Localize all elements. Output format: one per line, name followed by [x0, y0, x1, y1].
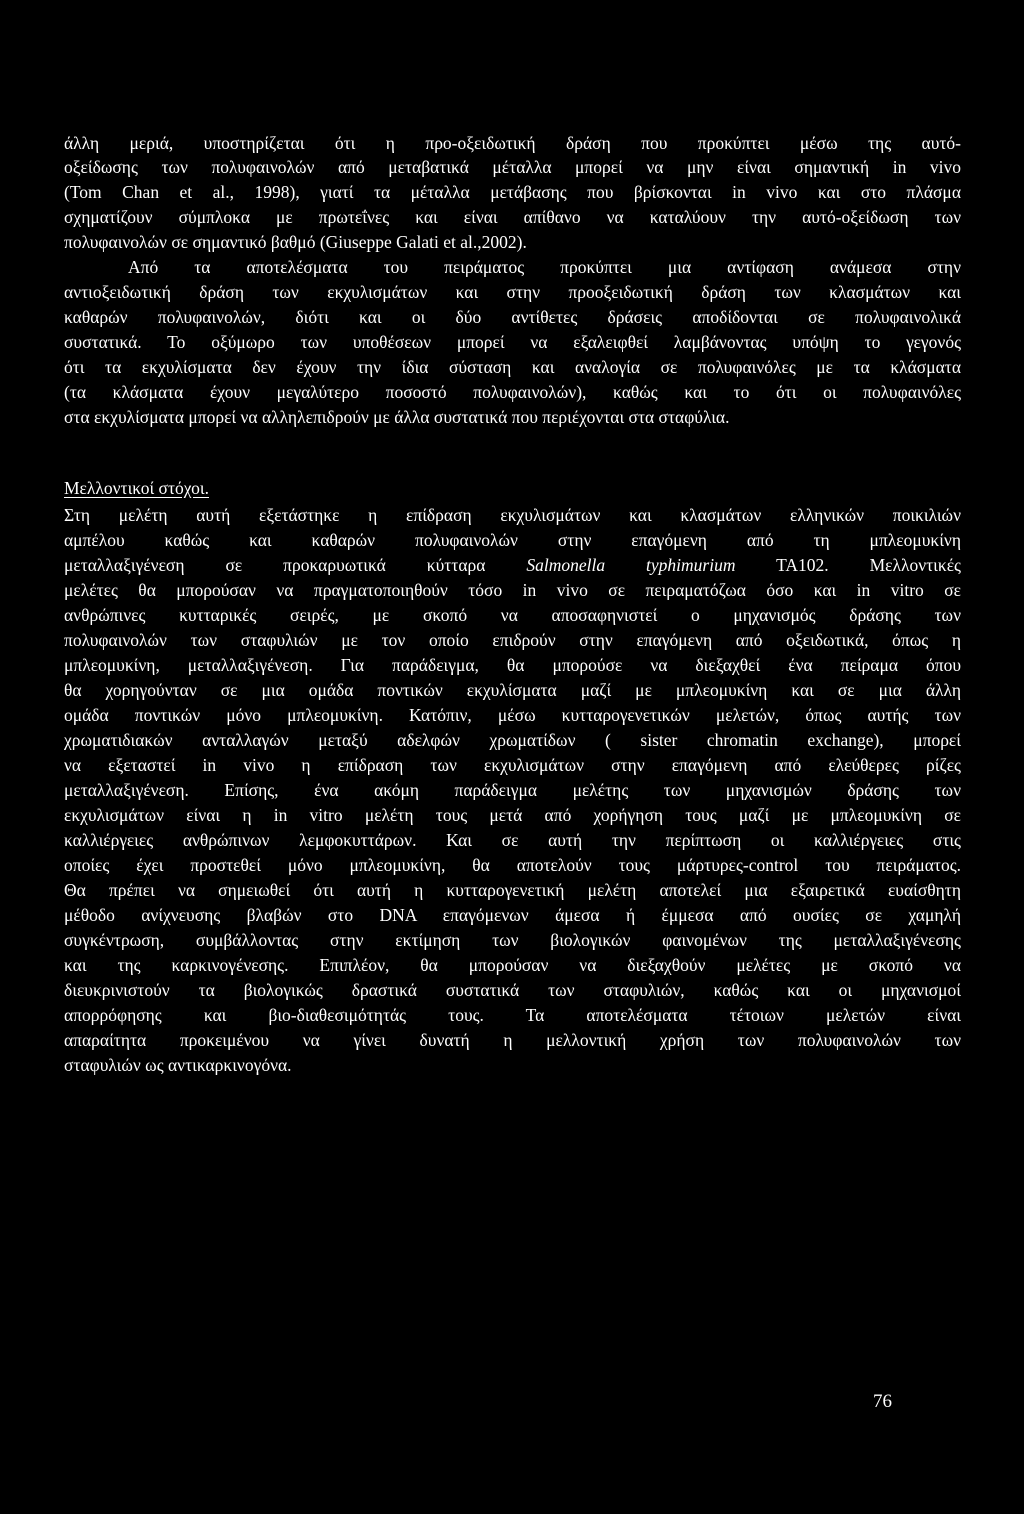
- paragraph-line: απορρόφησης και βιο-διαθεσιμότητάς τους. Τα αποτελέσματα τέτοιων μελετών είναι: [64, 1005, 961, 1025]
- page-number: 76: [873, 1391, 892, 1412]
- paragraph-line: αμπέλου καθώς και καθαρών πολυφαινολών στην επαγόμενη από τη μπλεομυκίνη: [64, 530, 961, 550]
- paragraph-line: μπλεομυκίνη, μεταλλαξιγένεση. Για παράδειγμα, θα μπορούσε να διεξαχθεί ένα πείραμα όπου: [64, 655, 961, 675]
- paragraph-line: ομάδα ποντικών μόνο μπλεομυκίνη. Κατόπιν, μέσω κυτταρογενετικών μελετών, όπως αυτής των: [64, 705, 961, 725]
- paragraph-line: ότι τα εκχυλίσματα δεν έχουν την ίδια σύσταση και αναλογία σε πολυφαινόλες με τα κλάσματα: [64, 357, 961, 377]
- paragraph-line: διευκρινιστούν τα βιολογικώς δραστικά συστατικά των σταφυλιών, καθώς και οι μηχανισμοί: [64, 980, 961, 1000]
- paragraph-line: μέθοδο ανίχνευσης βλαβών στο DNA επαγόμενων άμεσα ή έμμεσα από ουσίες σε χαμηλή: [64, 905, 961, 925]
- paragraph-line: άλλη μεριά, υποστηρίζεται ότι η προ-οξειδωτική δράση που προκύπτει μέσω της αυτό-: [64, 133, 961, 153]
- paragraph-line: εκχυλισμάτων είναι η in vitro μελέτη τους μετά από χορήγηση τους μαζί με μπλεομυκίνη σε: [64, 805, 961, 825]
- paragraph-line: καθαρών πολυφαινολών, διότι και οι δύο αντίθετες δράσεις αποδίδονται σε πολυφαινολικά: [64, 307, 961, 327]
- section-heading: Μελλοντικοί στόχοι.: [64, 478, 209, 498]
- line-text: μεταλλαξιγένεση σε προκαρυωτικά κύτταρα: [64, 555, 527, 575]
- paragraph-line: συγκέντρωση, συμβάλλοντας στην εκτίμηση των βιολογικών φαινομένων της μεταλλαξιγένεσης: [64, 930, 961, 950]
- paragraph-line: οποίες έχει προστεθεί μόνο μπλεομυκίνη, θα αποτελούν τους μάρτυρες-control του πειράματος.: [64, 855, 961, 875]
- paragraph-line: Θα πρέπει να σημειωθεί ότι αυτή η κυτταρογενετική μελέτη αποτελεί μια εξαιρετικά ευαίσθητη: [64, 880, 961, 900]
- paragraph-line: πολυφαινολών των σταφυλιών με τον οποίο επιδρούν στην επαγόμενη από οξειδωτικά, όπως η: [64, 630, 961, 650]
- paragraph-line: να εξεταστεί in vivo η επίδραση των εκχυλισμάτων στην επαγόμενη από ελεύθερες ρίζες: [64, 755, 961, 775]
- paragraph-line: αντιοξειδωτική δράση των εκχυλισμάτων και στην προοξειδωτική δράση των κλασμάτων και: [64, 282, 961, 302]
- paragraph-line: μελέτες θα μπορούσαν να πραγματοποιηθούν τόσο in vivo σε πειραματόζωα όσο και in vitro σε: [64, 580, 961, 600]
- paragraph-line: και της καρκινογένεσης. Επιπλέον, θα μπορούσαν να διεξαχθούν μελέτες με σκοπό να: [64, 955, 961, 975]
- paragraph-line: (Tom Chan et al., 1998), γιατί τα μέταλλα μετάβασης που βρίσκονται in vivo και στο πλάσμα: [64, 182, 961, 202]
- paragraph-line: καλλιέργειες ανθρώπινων λεμφοκυττάρων. Και σε αυτή την περίπτωση οι καλλιέργειες στις: [64, 830, 961, 850]
- paragraph-line: χρωματιδιακών ανταλλαγών μεταξύ αδελφών χρωματίδων ( sister chromatin exchange), μπορεί: [64, 730, 961, 750]
- paragraph-line: Από τα αποτελέσματα του πειράματος προκύπτει μια αντίφαση ανάμεσα στην: [128, 257, 961, 277]
- paragraph-line: σταφυλιών ως αντικαρκινογόνα.: [64, 1055, 292, 1075]
- paragraph-line: θα χορηγούνταν σε μια ομάδα ποντικών εκχυλίσματα μαζί με μπλεομυκίνη και σε μια άλλη: [64, 680, 961, 700]
- paragraph-line: στα εκχυλίσματα μπορεί να αλληλεπιδρούν με άλλα συστατικά που περιέχονται στα σταφύλια.: [64, 407, 730, 427]
- paragraph-line: συστατικά. Το οξύμωρο των υποθέσεων μπορεί να εξαλειφθεί λαμβάνοντας υπόψη το γεγονός: [64, 332, 961, 352]
- paragraph-line: πολυφαινολών σε σημαντικό βαθμό (Giuseppe Galati et al.,2002).: [64, 232, 527, 252]
- paragraph-line: απαραίτητα προκειμένου να γίνει δυνατή η μελλοντική χρήση των πολυφαινολών των: [64, 1030, 961, 1050]
- paragraph-line: σχηματίζουν σύμπλοκα με πρωτεΐνες και είναι απίθανο να καταλύουν την αυτό-οξείδωση των: [64, 207, 961, 227]
- species-name: Salmonella typhimurium: [526, 555, 736, 575]
- paragraph-line: Στη μελέτη αυτή εξετάστηκε η επίδραση εκχυλισμάτων και κλασμάτων ελληνικών ποικιλιών: [64, 505, 961, 525]
- paragraph-line: ανθρώπινες κυτταρικές σειρές, με σκοπό να αποσαφηνιστεί ο μηχανισμός δράσης των: [64, 605, 961, 625]
- paragraph-line: (τα κλάσματα έχουν μεγαλύτερο ποσοστό πολυφαινολών), καθώς και το ότι οι πολυφαινόλες: [64, 382, 961, 402]
- paragraph-line: μεταλλαξιγένεση. Επίσης, ένα ακόμη παράδειγμα μελέτης των μηχανισμών δράσης των: [64, 780, 961, 800]
- paragraph-line: [64, 553, 961, 577]
- line-text: TA102. Μελλοντικές: [735, 555, 961, 575]
- paragraph-line: οξείδωσης των πολυφαινολών από μεταβατικά μέταλλα μπορεί να μην είναι σημαντική in vivo: [64, 157, 961, 177]
